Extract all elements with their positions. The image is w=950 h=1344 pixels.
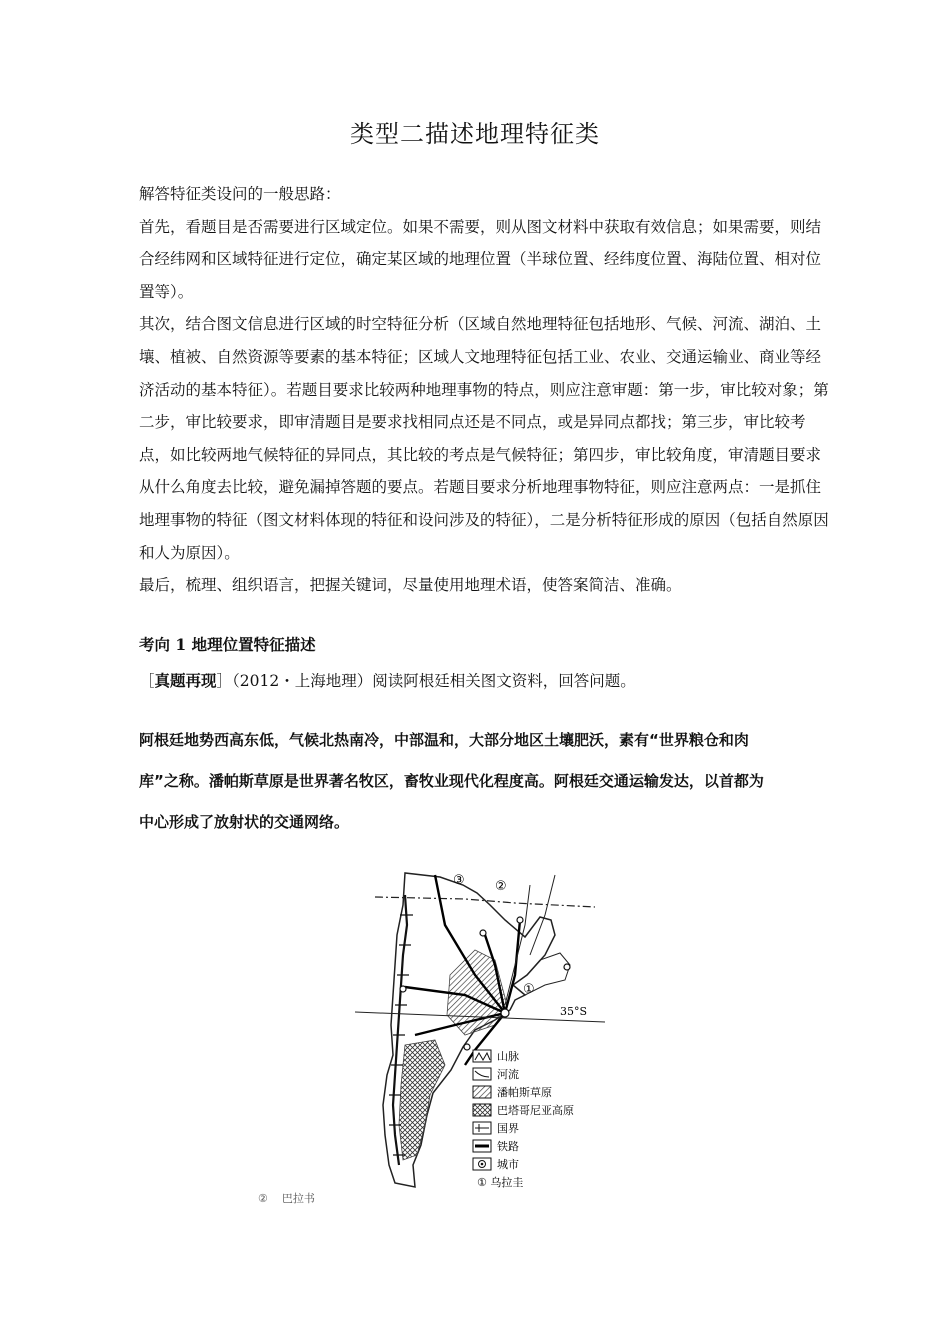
latitude-label: 35°S — [560, 1005, 588, 1018]
page-title: 类型二描述地理特征类 — [350, 120, 600, 148]
north-border — [375, 897, 595, 907]
reading-line-2: 库”之称。潘帕斯草原是世界著名牧区，畜牧业现代化程度高。阿根廷交通运输发达，以首都为 — [139, 772, 764, 790]
zhenti-label: 真题再现 — [154, 671, 217, 690]
reading-material — [139, 720, 829, 843]
reading-line-1: 阿根廷地势西高东低，气候北热南冷，中部温和，大部分地区土壤肥沃，素有“世界粮仓和肉 — [139, 731, 749, 749]
marker-2: ② — [495, 879, 507, 894]
marker-3: ③ — [453, 873, 465, 888]
reading-line-3: 中心形成了放射状的交通网络。 — [139, 813, 350, 831]
map-legend — [473, 1050, 574, 1189]
legend-mountain: 山脉 — [497, 1050, 519, 1063]
paragraph-first: 首先，看题目是否需要进行区域定位。如果不需要，则从图文材料中获取有效信息；如果需要，则结合经纬网和区域特征进行定位，确定某区域的地理位置（半球位置、经纬度位置、海陆位置、相对位置等）。 — [139, 217, 822, 301]
footnote-text: 巴拉书 — [281, 1192, 315, 1205]
footnote-marker: ② — [258, 1192, 268, 1205]
paragraph-second: 其次，结合图文信息进行区域的时空特征分析（区域自然地理特征包括地形、气候、河流、湖泊、土壤、植被、自然资源等要素的基本特征；区域人文地理特征包括工业、农业、交通运输业、商业等经济活动的基本特征）。若题目要求比较两种地理事物的特点，则应注意审题：第一步，审比较对象；第二步，审比较要求，即审清题目是要求找相同点还是不同点，或是异同点都找；第三步，审比较考点，如比较两地气候特征的异同点，其比较的考点是气候特征；第四步，审比较角度，审清题目要求从什么角度去比较，避免漏掉答题的要点。若题目要求分析地理事物特征，则应注意两点：一是抓住地理事物的特征（图文材料体现的特征和设问涉及的特征），二是分析特征形成的原因（包括自然原因和人为原因）。 — [139, 315, 829, 562]
legend-railway: 铁路 — [497, 1140, 519, 1153]
argentina-map — [355, 865, 605, 1210]
legend-border: 国界 — [497, 1122, 519, 1135]
body-text — [139, 178, 829, 602]
bracket-right: ］ — [216, 672, 233, 690]
legend-patagonia: 巴塔哥尼亚高原 — [497, 1104, 574, 1117]
marker-1: ① — [523, 982, 535, 997]
legend-river: 河流 — [497, 1068, 519, 1081]
zhenti-text: （2012・上海地理）阅读阿根廷相关图文资料，回答问题。 — [232, 672, 636, 690]
footnote — [258, 1190, 329, 1206]
legend-city: 城市 — [497, 1158, 519, 1171]
bracket-left: ［ — [139, 672, 155, 690]
paragraph-last: 最后，梳理、组织语言，把握关键词，尽量使用地理术语，使答案简洁、准确。 — [139, 576, 682, 595]
section-heading: 考向 1 地理位置特征描述 — [139, 635, 316, 654]
paragraph-intro: 解答特征类设问的一般思路： — [139, 185, 341, 203]
zhenti-line — [139, 669, 636, 691]
legend-uruguay: ① 乌拉圭 — [477, 1176, 524, 1189]
legend-pampas: 潘帕斯草原 — [497, 1086, 552, 1099]
